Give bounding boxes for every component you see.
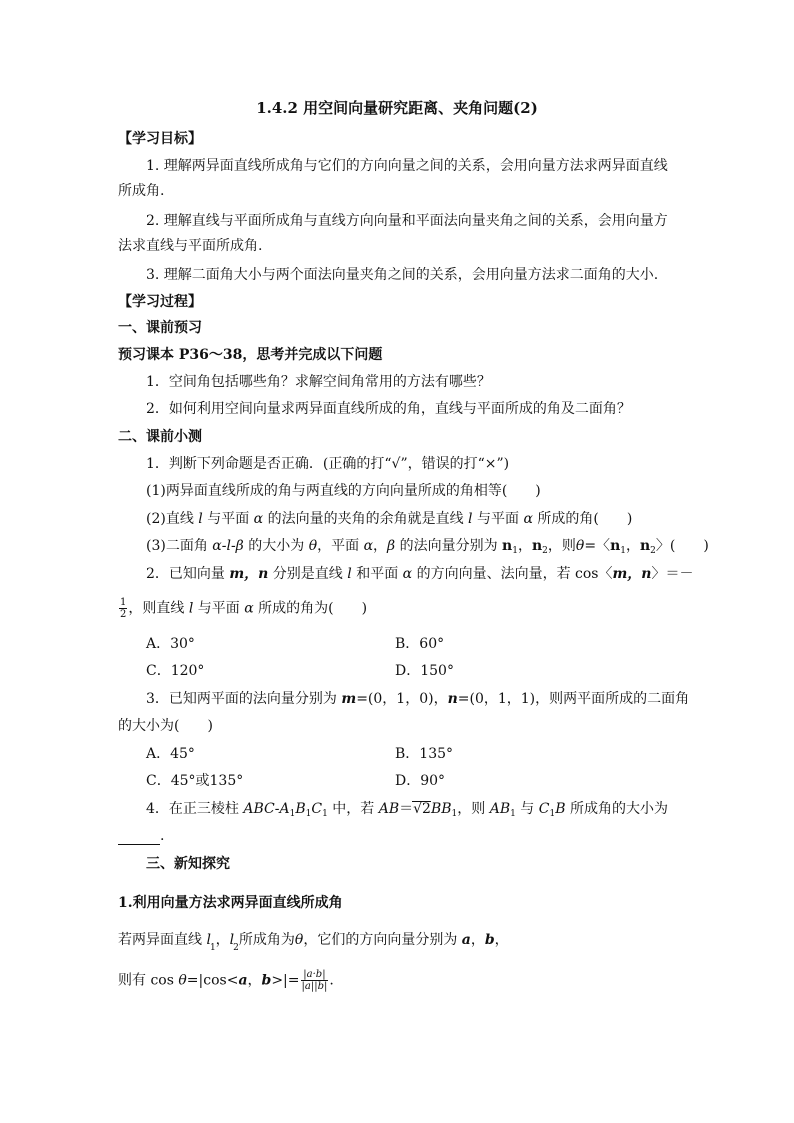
quiz-1: 1．判断下列命题是否正确．(正确的打“√”，错误的打“×”) bbox=[146, 456, 510, 472]
goal-3: 3. 理解二面角大小与两个面法向量夹角之间的关系，会用向量方法求二面角的大小. bbox=[146, 267, 659, 283]
preview-question-1: 1．空间角包括哪些角？求解空间角常用的方法有哪些？ bbox=[146, 374, 491, 390]
quiz-3-option-a: A．45° bbox=[146, 746, 195, 762]
quiz-1-2: (2)直线 l 与平面 α 的法向量的夹角的余角就是直线 l 与平面 α 所成的角( ) bbox=[146, 511, 633, 527]
quiz-2-option-c: C．120° bbox=[146, 663, 205, 679]
section-quiz: 二、课前小测 bbox=[118, 429, 202, 445]
quiz-4: 4．在正三棱柱 ABC-$A_1B_1C_1$ 中，若 $AB=√2BB_1$，则 $AB_1$ 与 $C_1B$ 所成角的大小为 bbox=[146, 801, 668, 819]
quiz-2: 2．已知向量 m，n 分别是直线 l 和平面 α 的方向向量、法向量，若 cos〈m，n〉＝－ bbox=[146, 566, 694, 582]
quiz-2-option-d: D．150° bbox=[395, 663, 454, 679]
quiz-3-option-d: D．90° bbox=[395, 773, 446, 789]
new-knowledge-1-formula: 则有 cos θ=|cos<a，b>|= $\frac{|a\cdot b|}{|a||b|}$ . bbox=[118, 969, 334, 992]
cosine-fraction: $\frac{|a\cdot b|}{|a||b|}$ bbox=[301, 969, 328, 992]
section-preview: 一、课前预习 bbox=[118, 320, 202, 336]
sqrt-two: √2 bbox=[413, 801, 431, 817]
goals-heading: 【学习目标】 bbox=[118, 131, 202, 147]
new-knowledge-1-statement: 若两异面直线 $l_1$，$l_2$所成角为θ，它们的方向向量分别为 a，b， bbox=[118, 932, 509, 953]
goal-2: 2. 理解直线与平面所成角与直线方向向量和平面法向量夹角之间的关系，会用向量方 bbox=[146, 213, 668, 229]
quiz-2-option-a: A．30° bbox=[146, 636, 195, 652]
preview-task: 预习课本 P36～38，思考并完成以下问题 bbox=[118, 347, 383, 363]
fraction-one-half: $\frac{1}{2}$ bbox=[120, 597, 127, 620]
quiz-3-option-c: C．45°或135° bbox=[146, 773, 244, 789]
quiz-4-answer-line: . bbox=[118, 827, 164, 845]
new-knowledge-1-title: 1.利用向量方法求两异面直线所成角 bbox=[118, 895, 343, 911]
preview-question-2: 2．如何利用空间向量求两异面直线所成的角，直线与平面所成的角及二面角？ bbox=[146, 401, 631, 417]
quiz-3-cont: 的大小为( ) bbox=[118, 718, 213, 734]
goal-1: 1. 理解两异面直线所成角与它们的方向向量之间的关系，会用向量方法求两异面直线 bbox=[146, 158, 668, 174]
quiz-3: 3．已知两平面的法向量分别为 m=(0，1，0)，n=(0，1，1)，则两平面所成的二面角 bbox=[146, 691, 690, 707]
answer-blank[interactable] bbox=[118, 832, 160, 845]
quiz-3-option-b: B．135° bbox=[395, 746, 454, 762]
quiz-1-1: (1)两异面直线所成的角与两直线的方向向量所成的角相等( ) bbox=[146, 483, 541, 499]
quiz-1-3: (3)二面角 α-l-β 的大小为 θ，平面 α，β 的法向量分别为 $n_1$，$n_2$，则θ=〈$n_1$，$n_2$〉( ) bbox=[146, 538, 709, 556]
section-new-knowledge: 三、新知探究 bbox=[146, 856, 230, 872]
quiz-2-cont: $\frac{1}{2}$ ，则直线 l 与平面 α 所成的角为( ) bbox=[120, 597, 368, 620]
process-heading: 【学习过程】 bbox=[118, 294, 202, 310]
goal-2-cont: 法求直线与平面所成角. bbox=[118, 238, 263, 254]
goal-1-cont: 所成角. bbox=[118, 183, 165, 199]
quiz-2-option-b: B．60° bbox=[395, 636, 445, 652]
page-title: 1.4.2 用空间向量研究距离、夹角问题(2) bbox=[256, 99, 538, 117]
